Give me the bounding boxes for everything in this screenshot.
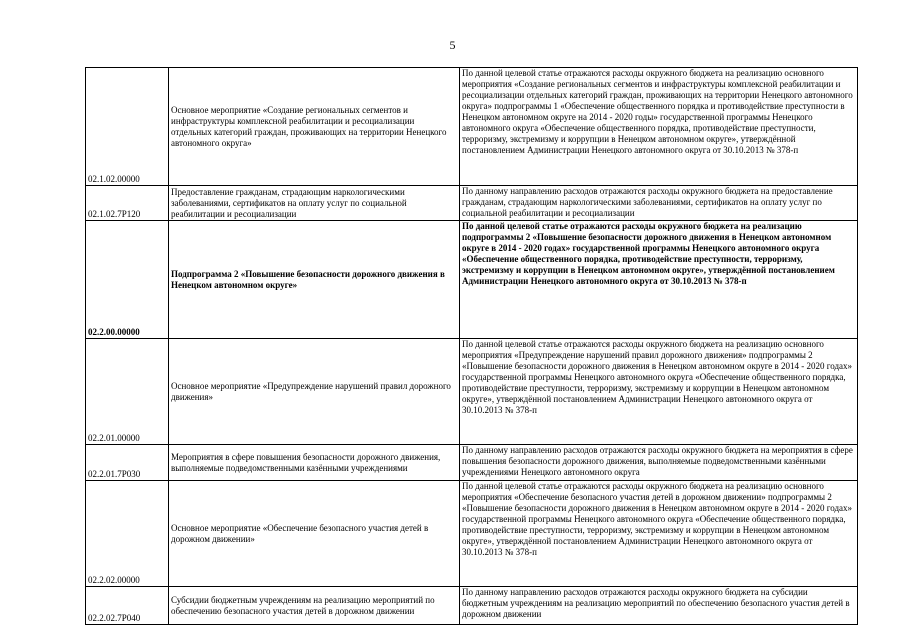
table-row: [86, 68, 858, 186]
row-code: 02.1.02.00000: [86, 68, 169, 186]
table-row: [86, 587, 858, 625]
row-code: 02.2.02.7Р040: [86, 587, 169, 625]
table-body: [86, 68, 858, 625]
table-row: [86, 186, 858, 221]
row-code: 02.2.01.7Р030: [86, 445, 169, 481]
table-row: [86, 221, 858, 339]
row-name: Предоставление гражданам, страдающим наркологическими заболеваниями, сертификатов на оплату услуг по социальной реабилитации и ресоциализации: [169, 186, 460, 221]
row-description: По данной целевой статье отражаются расходы окружного бюджета на реализацию основного мероприятия «Предупреждение нарушений правил дорожного движения» подпрограммы 2 «Повышение безопасности дорожного движения в Ненецком автономном округе в 2014 - 2020 годах» государственной программы Ненецкого автономного округа «Обеспечение общественного порядка, противодействие преступности, терроризму, экстремизму и коррупции в Ненецком автономном округе», утверждённой постановлением Администрации Ненецкого автономного округа от 30.10.2013 № 378-п: [460, 339, 858, 445]
row-name: Основное мероприятие «Предупреждение нарушений правил дорожного движения»: [169, 339, 460, 445]
row-name: Подпрограмма 2 «Повышение безопасности дорожного движения в Ненецком автономном округе»: [169, 221, 460, 339]
row-name: Основное мероприятие «Обеспечение безопасного участия детей в дорожном движении»: [169, 481, 460, 587]
row-code: 02.1.02.7Р120: [86, 186, 169, 221]
row-description: По данному направлению расходов отражаются расходы окружного бюджета на субсидии бюджетным учреждениям на реализацию мероприятий по обеспечению безопасного участия детей в дорожном движении: [460, 587, 858, 625]
row-name: Основное мероприятие «Создание региональных сегментов и инфраструктуры комплексной реабилитации и ресоциализации отдельных категорий граждан, проживающих на территории Ненецкого автономного округа»: [169, 68, 460, 186]
budget-classification-table: [85, 67, 858, 625]
row-code: 02.2.02.00000: [86, 481, 169, 587]
page-number: 5: [449, 38, 456, 52]
row-description: По данной целевой статье отражаются расходы окружного бюджета на реализацию основного мероприятия «Обеспечение безопасного участия детей в дорожном движении» подпрограммы 2 «Повышение безопасности дорожного движения в Ненецком автономном округе в 2014 - 2020 годах» государственной программы Ненецкого автономного округа «Обеспечение общественного порядка, противодействие преступности, терроризму, экстремизму и коррупции в Ненецком автономном округе», утверждённой постановлением Администрации Ненецкого автономного округа от 30.10.2013 № 378-п: [460, 481, 858, 587]
table-row: [86, 339, 858, 445]
table-row: [86, 481, 858, 587]
row-code: 02.2.01.00000: [86, 339, 169, 445]
row-code: 02.2.00.00000: [86, 221, 169, 339]
row-name: Субсидии бюджетным учреждениям на реализацию мероприятий по обеспечению безопасного участия детей в дорожном движении: [169, 587, 460, 625]
row-description: По данной целевой статье отражаются расходы окружного бюджета на реализацию основного мероприятия «Создание региональных сегментов и инфраструктуры комплексной реабилитации и ресоциализации отдельных категорий граждан, проживающих на территории Ненецкого автономного округа» подпрограммы 1 «Обеспечение общественного порядка и противодействие преступности в Ненецком автономном округе на 2014 - 2020 годы» государственной программы Ненецкого автономного округа «Обеспечение общественного порядка, противодействие преступности, терроризму, экстремизму и коррупции в Ненецком автономном округе», утверждённой постановлением Администрации Ненецкого автономного округа от 30.10.2013 № 378-п: [460, 68, 858, 186]
row-description: По данному направлению расходов отражаются расходы окружного бюджета на мероприятия в сфере повышения безопасности дорожного движения, выполняемые подведомственными казёнными учреждениями Ненецкого автономного округа: [460, 445, 858, 481]
row-description: По данной целевой статье отражаются расходы окружного бюджета на реализацию подпрограммы 2 «Повышение безопасности дорожного движения в Ненецком автономном округе в 2014 - 2020 годах» государственной программы Ненецкого автономного округа «Обеспечение общественного порядка, противодействие преступности, терроризму, экстремизму и коррупции в Ненецком автономном округе», утверждённой постановлением Администрации Ненецкого автономного округа от 30.10.2013 № 378-п: [460, 221, 858, 339]
row-description: По данному направлению расходов отражаются расходы окружного бюджета на предоставление гражданам, страдающим наркологическими заболеваниями, сертификатов на оплату услуг по социальной реабилитации и ресоциализации: [460, 186, 858, 221]
table-row: [86, 445, 858, 481]
row-name: Мероприятия в сфере повышения безопасности дорожного движения, выполняемые подведомственными казёнными учреждениями: [169, 445, 460, 481]
